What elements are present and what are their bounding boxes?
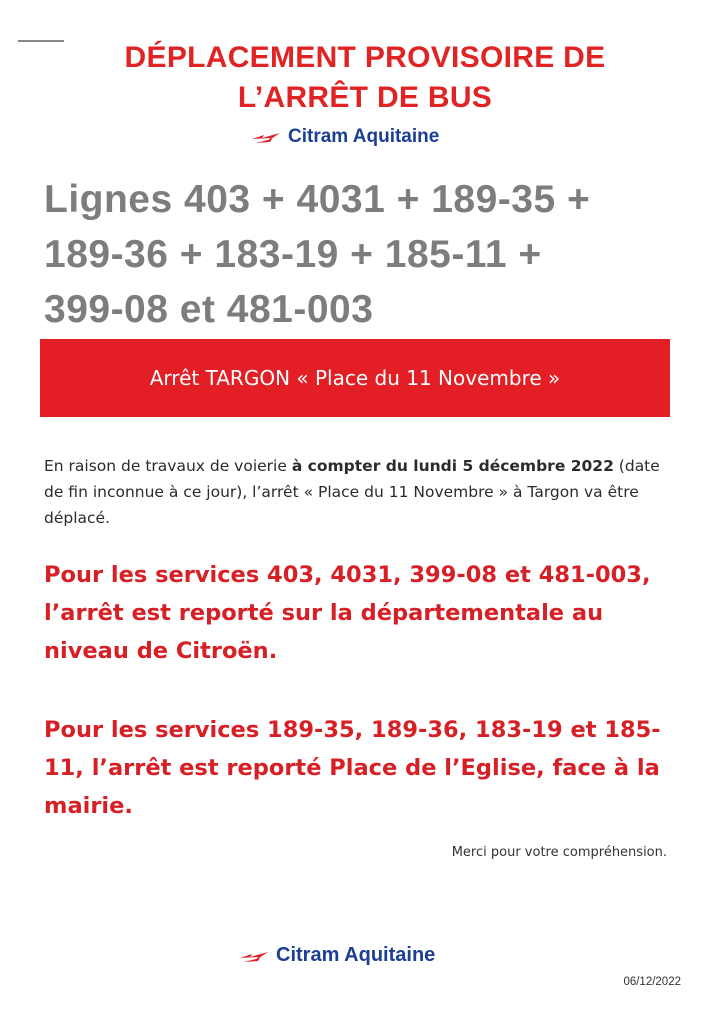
citram-logo-icon [250,127,282,147]
intro-date-bold: à compter du lundi 5 décembre 2022 [291,457,614,475]
citram-logo-bottom [238,944,435,967]
document-date: 06/12/2022 [623,976,681,988]
title-line-1: DÉPLACEMENT PROVISOIRE DE [124,41,606,74]
logo-brand-text: Citram Aquitaine [276,944,436,966]
intro-text-2: (date de fin inconnue à ce jour), l’arrêt « Place du 11 Novembre » à Targon va être déplacé. [44,457,660,527]
logo-brand-text: Citram Aquitaine [288,126,440,147]
bus-lines-line-1: Lignes 403 + 4031 + 189-35 + [44,178,591,221]
thanks-note: Merci pour votre compréhension. [451,845,667,860]
notice-services-2: Pour les services 189-35, 189-36, 183-19 et 185-11, l’arrêt est reporté Place de l’Eglise, face à la mairie. [44,717,661,819]
stop-banner [40,339,670,417]
page-title [60,38,670,118]
intro-text-1: En raison de travaux de voierie [44,457,292,475]
citram-logo-icon [238,946,270,966]
citram-logo-top [250,126,439,148]
bus-lines-line-3: 399-08 et 481-003 [44,288,374,331]
bus-lines-heading [44,172,684,337]
stop-banner-text: Arrêt TARGON « Place du 11 Novembre » [149,366,561,390]
bus-lines-line-2: 189-36 + 183-19 + 185-11 + [44,233,542,276]
title-line-2: L’ARRÊT DE BUS [237,81,493,114]
notice-services-1: Pour les services 403, 4031, 399-08 et 481-003, l’arrêt est reporté sur la départementale au niveau de Citroën. [44,562,651,664]
intro-paragraph [44,453,684,531]
scan-artifact-line [18,40,64,42]
